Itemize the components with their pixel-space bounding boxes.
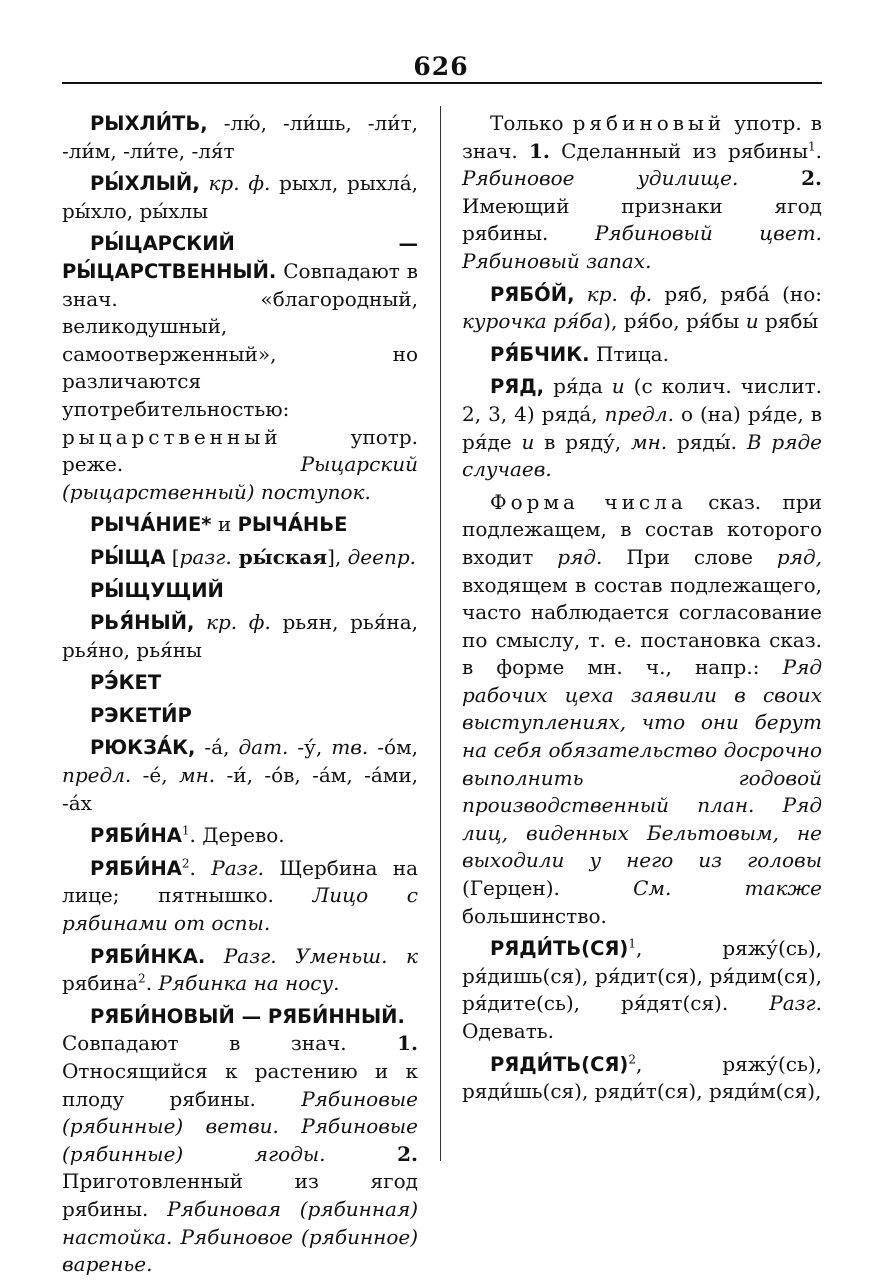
entry-ryaboi: РЯБО́Й, кр. ф. ряб, ряба́ (но: курочка ря́ба), ря́бо, ря́бы и рябы́ xyxy=(462,281,822,334)
entry-ryad: РЯД, ря́да и (с колич. числит. 2, 3, 4) ряда́, предл. о (на) ря́де, в ря́де и в ряду́, мн. ряды́. В ряде случаев. xyxy=(462,374,822,482)
entry-ryabchik: РЯ́БЧИК. Птица. xyxy=(490,341,669,366)
right-column xyxy=(462,110,822,1111)
entry-reket: РЭ́КЕТ xyxy=(90,671,162,695)
entry-ryabinovyi-cont: Только рябиновый употр. в знач. 1. Сделанный из рябины$^1$. Рябиновое удилище. 2. Имеющий признаки ягод рябины. Рябиновый цвет. Рябиновый запах. xyxy=(462,111,822,273)
entry-ryabinovyi-body: Совпадают в знач. 1. Относящийся к растению и к плоду рябины. Рябиновые (рябинные) ветви. Рябиновые (рябинные) ягоды. 2. Приготовленный из ягод рябины. Рябиновая (рябинная) настойка. Рябиновое (рябинное) варенье. xyxy=(62,1031,418,1277)
entry-ryabinka: РЯБИ́НКА. Разг. Уменьш. к рябина$^2$. Рябинка на носу. xyxy=(62,943,418,996)
entry-ryanyi: РЬЯ́НЫЙ, кр. ф. рьян, рья́на, рья́но, рья́ны xyxy=(62,610,418,662)
entry-ryhlyi: РЫ́ХЛЫЙ, кр. ф. рыхл, рыхла́, ры́хло, ры́хлы xyxy=(62,171,418,223)
page-number: 626 xyxy=(413,52,469,81)
entry-rytsarskii: РЫ́ЦАРСКИЙ — РЫ́ЦАРСТВЕННЫЙ. Совпадают в знач. «благородный, великодушный, самоотверженный», но различаются употребительностью: рыцарственный употр. реже. Рыцарский (рыцарственный) поступок. xyxy=(62,232,418,504)
entry-ryabinovyi-heading: РЯБИ́НОВЫЙ — РЯБИ́ННЫЙ. xyxy=(90,1004,405,1028)
entry-rychanie: РЫЧА́НИЕ* и РЫЧА́НЬЕ xyxy=(90,512,348,537)
header-rule xyxy=(62,82,822,84)
entry-ryadit-2: РЯДИ́ТЬ(СЯ)$^2$, ряжу́(сь), ряди́шь(ся), ряди́т(ся), ряди́м(ся), xyxy=(462,1051,822,1104)
entry-ryabina-1: $РЯБИ́НА^1$. Дерево. xyxy=(90,823,285,848)
entry-ryabina-2: $РЯБИ́НА^2$. Разг. Щербина на лице; пятнышко. Лицо с рябинами от оспы. xyxy=(62,855,418,936)
entry-ryad-usage-note: Форма числа сказ. при подлежащем, в состав которого входит ряд. При слове ряд, входящем в состав подлежащего, часто наблюдается согласование по смыслу, т. е. постановка сказ. в форме мн. ч., напр.: Ряд рабочих цеха заявили в своих выступлениях, что они берут на себя обязательство досрочно выполнить годовой производственный план. Ряд лиц, виденных Бельтовым, не выходили у него из головы (Герцен). См. также большинство. xyxy=(462,489,822,928)
entry-ryhlit: РЫХЛИ́ТЬ, -лю́, -ли́шь, -ли́т, -ли́м, -ли́те, -ля́т xyxy=(62,111,418,163)
left-column xyxy=(62,110,418,1284)
entry-ryshushii: РЫ́ЩУЩИЙ xyxy=(90,578,224,602)
entry-rysha: РЫ́ЩА [разг. ры́ская], деепр. xyxy=(90,544,417,569)
column-divider xyxy=(440,106,441,1161)
entry-ryukzak: РЮКЗА́К, -а́, дат. -у́, тв. -о́м, предл. -е́, мн. -и́, -о́в, -а́м, -а́ми, -а́х xyxy=(62,735,418,815)
entry-ryadit-1: РЯДИ́ТЬ(СЯ)$^1$, ряжу́(сь), ря́дишь(ся), ря́дит(ся), ря́дим(ся), ря́дите(сь), ря́дят(ся). Разг. Одевать. xyxy=(462,936,822,1043)
entry-reketir: РЭКЕТИ́Р xyxy=(90,703,192,727)
